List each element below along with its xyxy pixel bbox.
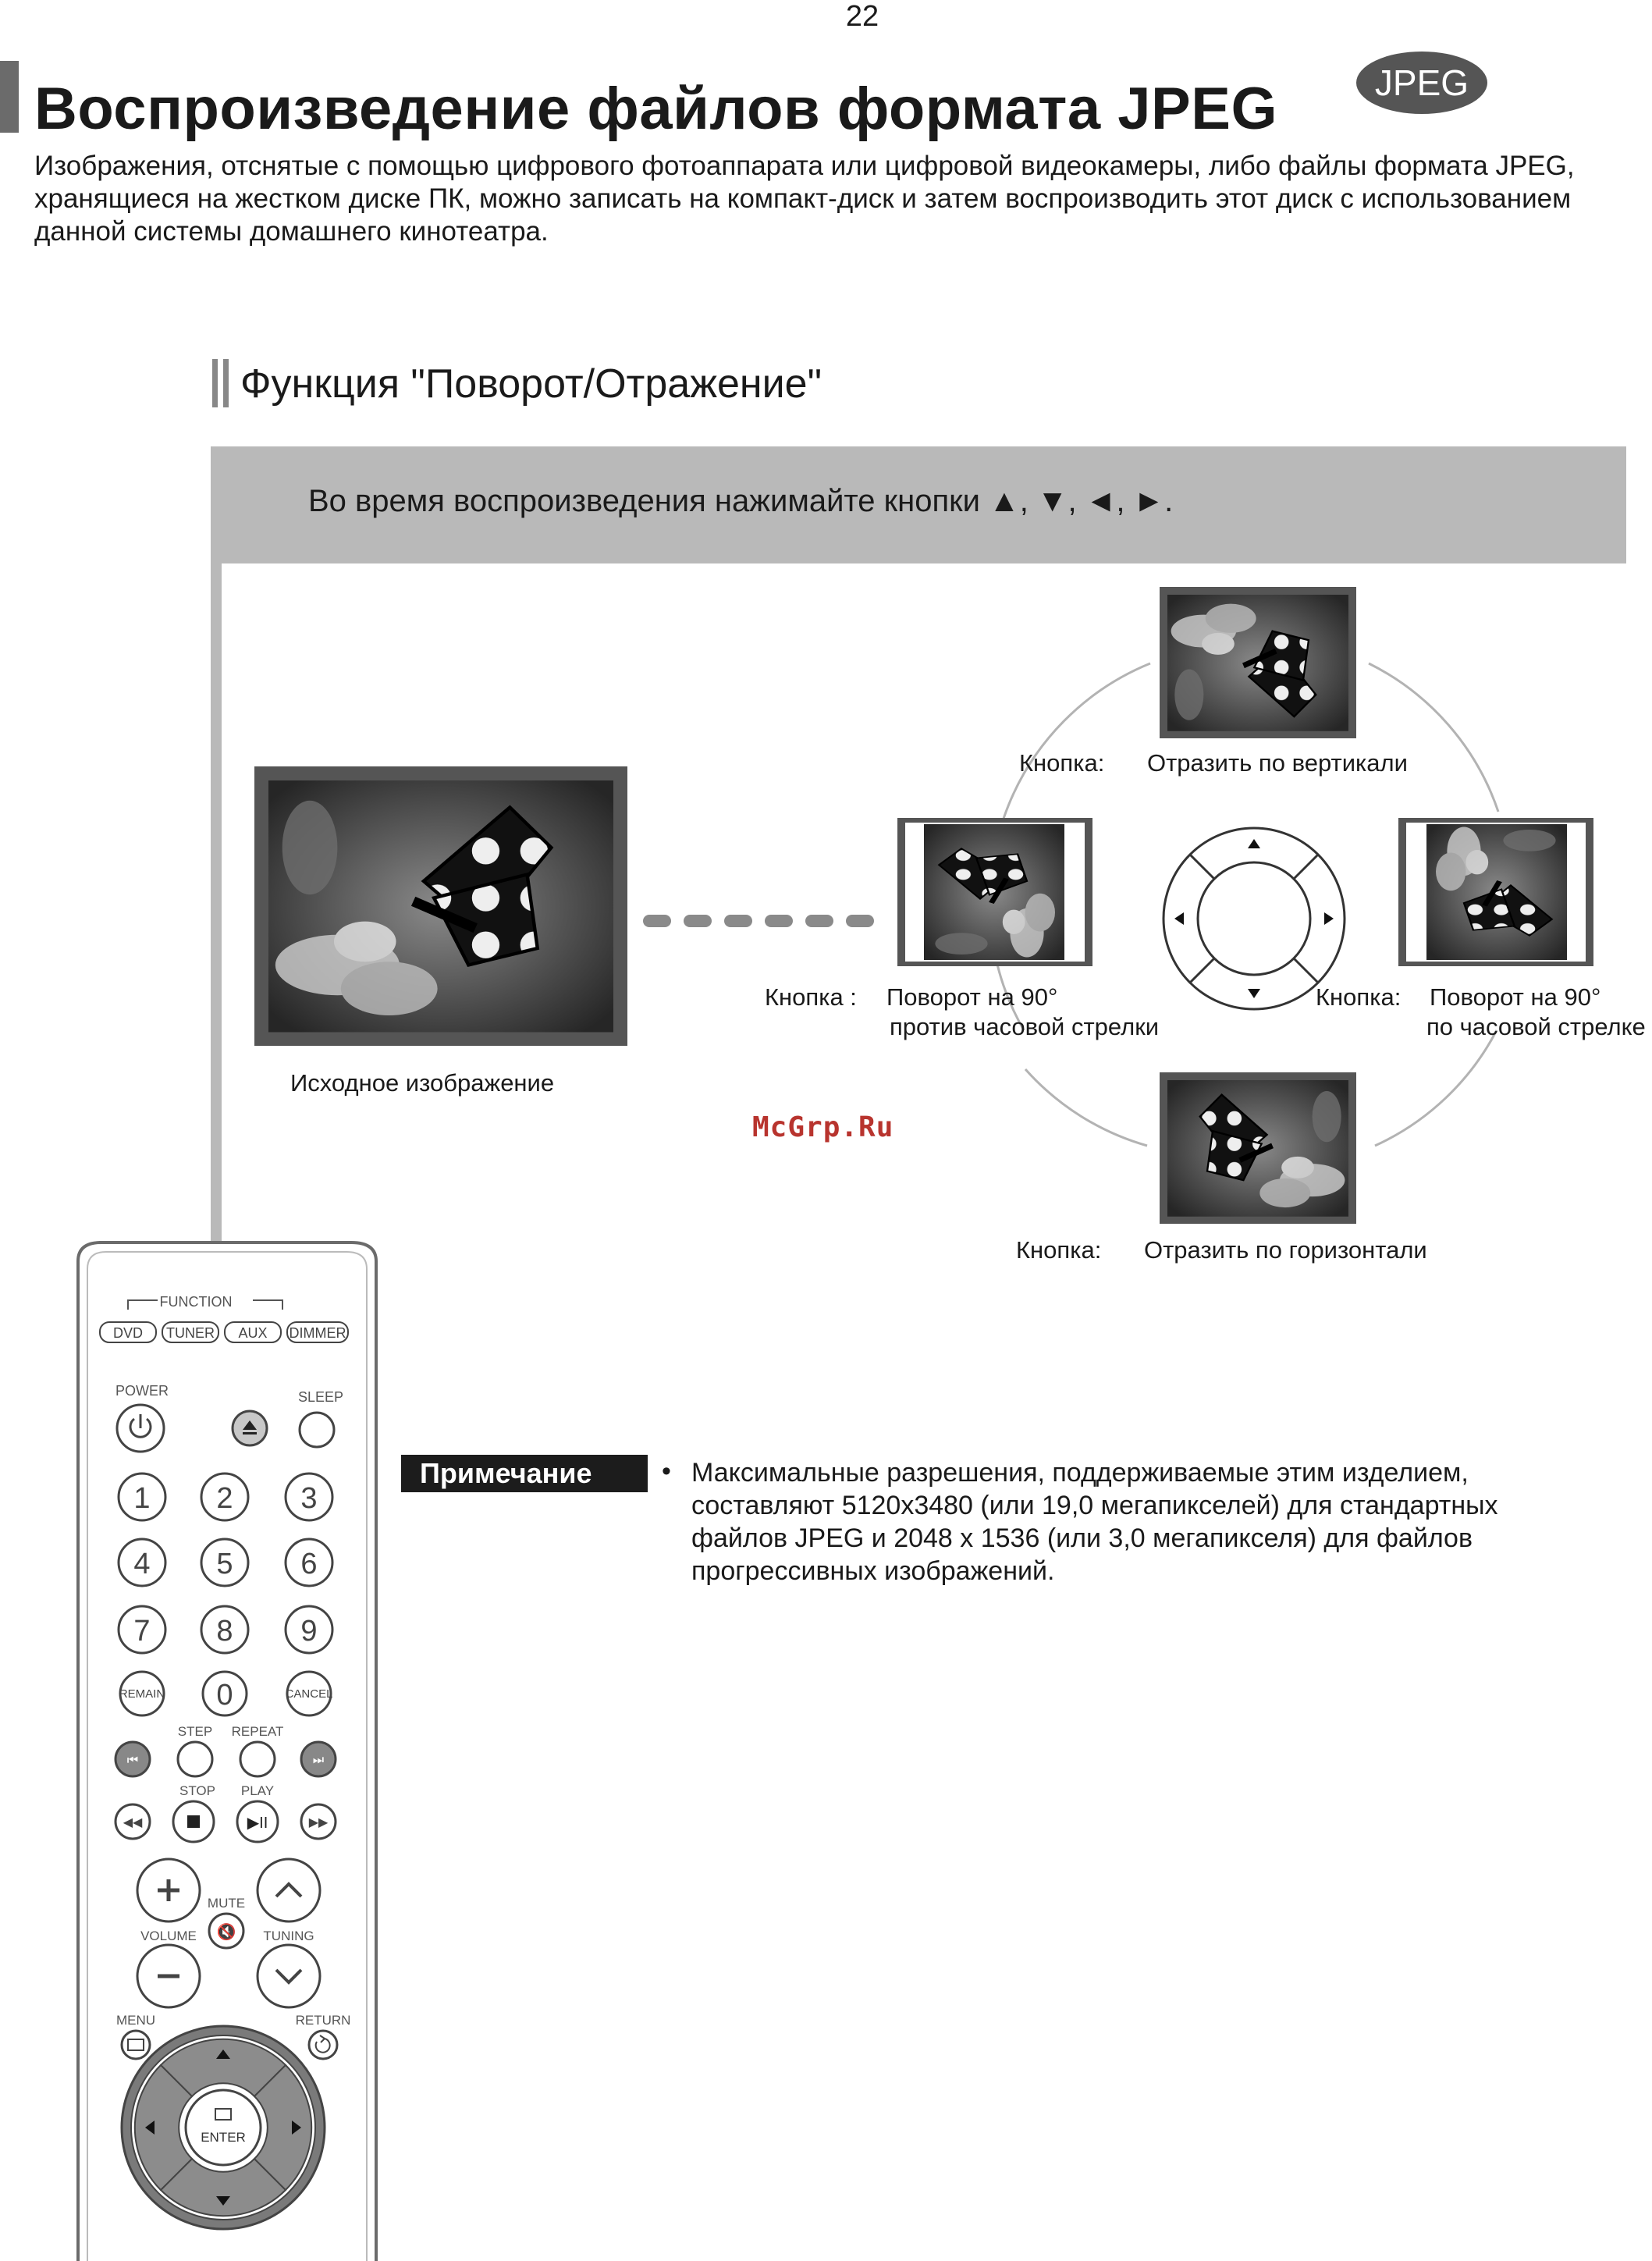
jpeg-badge: JPEG [1356,52,1487,114]
flip-horizontal-label: Отразить по горизонтали [1144,1236,1427,1264]
digit-6-label: 6 [300,1548,318,1580]
enter-label: ENTER [201,2130,246,2145]
power-label: POWER [115,1383,169,1399]
stop-icon [187,1815,200,1828]
skip-back-icon: ⏮ [126,1754,139,1767]
play-pause-icon: ▶II [247,1815,268,1832]
mute-label: MUTE [207,1896,246,1911]
original-image-caption: Исходное изображение [290,1069,555,1097]
play-label: PLAY [240,1783,275,1798]
tuner-label: TUNER [166,1325,215,1341]
note-bullet: • [662,1456,671,1486]
button-label-bottom: Кнопка: [1016,1236,1102,1264]
skip-forward-icon: ⏭ [312,1754,325,1767]
button-label-left: Кнопка : [765,983,857,1011]
note-text: Максимальные разрешения, поддерживаемые этим изделием, составляют 5120x3480 (или 19,0 мегапикселей) для стандартных файлов JPEG и 2048 x 1536 (или 3,0 мегапикселя) для файлов прогрессивных изображений. [691,1458,1498,1586]
direction-pad [1164,828,1345,1009]
section-accent-bar [212,359,218,407]
original-image [254,766,627,1046]
section-accent-bar [223,359,229,407]
menu-button [122,2031,150,2059]
rotate-cw-label-2: по часовой стрелке [1426,1013,1646,1040]
digit-3-label: 3 [300,1482,318,1515]
repeat-label: REPEAT [231,1724,284,1739]
digit-4-label: 4 [133,1548,151,1580]
dvd-label: DVD [112,1325,144,1341]
remote-control [70,1238,382,2261]
digit-7-label: 7 [133,1615,151,1648]
image-rotate-cw [1398,818,1593,966]
return-label: RETURN [295,2013,351,2028]
note-label: Примечание [401,1455,648,1492]
fast-forward-icon: ▶▶ [308,1816,329,1829]
flip-vertical-label: Отразить по вертикали [1147,749,1408,777]
rewind-icon: ◀◀ [123,1816,143,1829]
sleep-button [300,1413,334,1447]
enter-button [186,2090,261,2165]
rotate-ccw-label-2: против часовой стрелки [890,1013,1160,1040]
cancel-label: CANCEL [285,1687,333,1701]
image-flip-vertical [1160,587,1356,738]
sleep-label: SLEEP [298,1389,344,1405]
step-button [178,1742,212,1776]
page-title: Воспроизведение файлов формата JPEG [34,76,1278,142]
watermark: McGrp.Ru [752,1111,894,1143]
page-number: 22 [845,0,879,33]
step-label: STEP [177,1724,213,1739]
button-label-right: Кнопка: [1316,983,1402,1011]
stop-label: STOP [179,1783,215,1798]
image-rotate-ccw [897,818,1092,966]
menu-label: MENU [115,2013,156,2028]
remain-label: REMAIN [119,1687,165,1701]
rotate-ccw-label-1: Поворот на 90° [886,983,1058,1011]
volume-label: VOLUME [140,1929,197,1943]
intro-paragraph: Изображения, отснятые с помощью цифрового фотоаппарата или цифровой видеокамеры, либо файлы формата JPEG, хранящиеся на жестком диске ПК, можно записать на компакт-диск и затем воспроизводить этот диск с использованием данной системы домашнего кинотеатра. [34,151,1575,247]
mute-icon: 🔇 [216,1924,236,1941]
section-title: Функция "Поворот/Отражение" [240,361,822,407]
digit-0-label: 0 [216,1679,233,1712]
digit-5-label: 5 [216,1548,233,1580]
dimmer-label: DIMMER [289,1325,346,1341]
digit-9-label: 9 [300,1615,318,1648]
button-label-top: Кнопка: [1019,749,1105,777]
image-flip-horizontal [1160,1072,1356,1224]
rotation-diagram [0,562,1652,1296]
title-accent-bar [0,61,19,133]
tuning-label: TUNING [263,1929,314,1943]
digit-1-label: 1 [133,1482,151,1515]
tuning-down-button [258,1945,320,2007]
digit-2-label: 2 [216,1482,233,1515]
repeat-button [240,1742,275,1776]
aux-label: AUX [238,1325,268,1341]
dashed-connector [643,915,874,927]
function-label: FUNCTION [159,1294,233,1310]
instruction-text: Во время воспроизведения нажимайте кнопки ▲, ▼, ◄, ►. [308,484,1174,518]
navigation-pad [122,2026,325,2229]
rotate-cw-label-1: Поворот на 90° [1430,983,1601,1011]
digit-8-label: 8 [216,1615,233,1648]
tuning-up-button [258,1859,320,1921]
return-button [309,2031,337,2059]
